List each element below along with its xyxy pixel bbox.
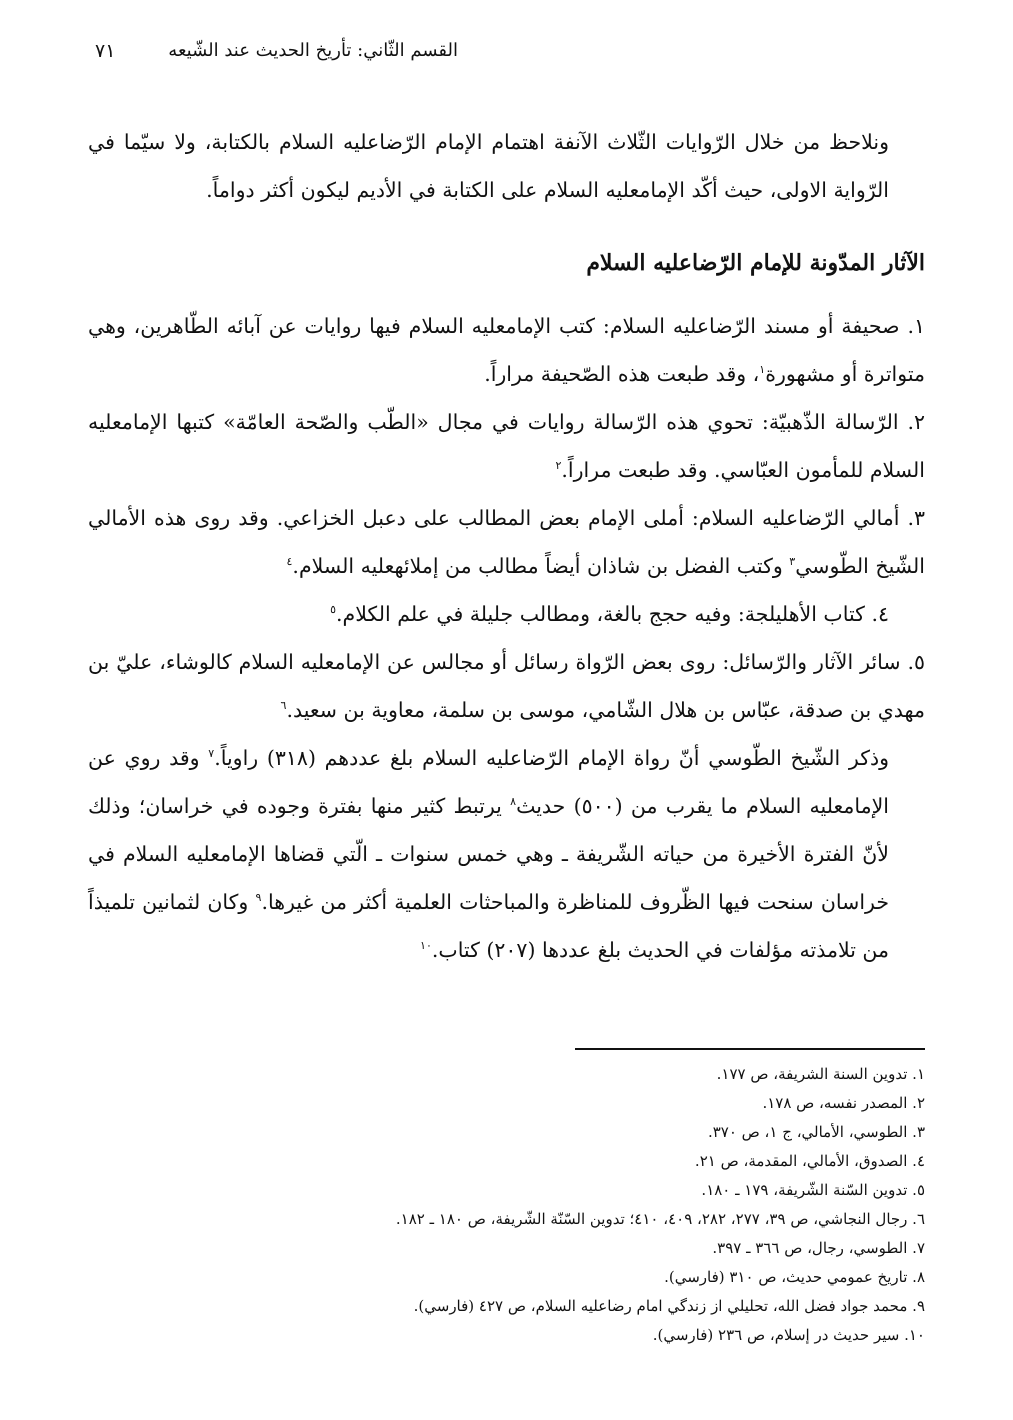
footnote-ref: ٥ — [330, 603, 336, 617]
closing-text: وقد روي عن الإمامعليه السلام ما يقرب من (٥٠٠) حديث — [88, 746, 889, 818]
closing-paragraph — [88, 734, 925, 974]
item-tail: وكتب الفضل بن شاذان أيضاً مطالب من إملائهعليه السلام. — [292, 554, 790, 578]
footnote: ٤. الصدوق، الأمالي، المقدمة، ص ٢١. — [694, 1152, 925, 1170]
running-header — [95, 40, 458, 70]
footnote: ٦. رجال النجاشي، ص ٣٩، ٢٧٧، ٢٨٢، ٤٠٩، ٤١٠؛ تدوين السّنّة الشّريفة، ص ١٨٠ ـ ١٨٢. — [395, 1210, 925, 1228]
item-text: صحيفة أو مسند الرّضاعليه السلام: كتب الإمامعليه السلام فيها روايات عن آبائه الطّاهرين، وهي متواترة أو مشهورة — [88, 314, 925, 386]
footnote-divider — [575, 1048, 925, 1050]
footnote: ٥. تدوين السّنة الشّريفة، ١٧٩ ـ ١٨٠. — [701, 1181, 925, 1199]
footnote: ١٠. سير حديث در إسلام، ص ٢٣٦ (فارسي). — [652, 1326, 925, 1344]
header-title: القسم الثّاني: تأريخ الحديث عند الشّيعه — [168, 40, 458, 61]
list-item — [88, 398, 925, 494]
closing-text: وذكر الشّيخ الطّوسي أنّ رواة الإمام الرّضاعليه السلام بلغ عددهم (٣١٨) راوياً. — [214, 746, 889, 770]
closing-text: وكان لثمانين تلميذاً من تلامذته مؤلفات في الحديث بلغ عددها (٢٠٧) كتاب. — [88, 890, 889, 962]
item-text: الرّسالة الذّهبيّة: تحوي هذه الرّسالة روايات في مجال «الطّب والصّحة العامّة» كتبها الإمامعليه السلام للمأمون العبّاسي. وقد طبعت مراراً. — [88, 410, 925, 482]
item-number: ٤. — [871, 602, 889, 626]
intro-section — [88, 118, 925, 214]
section-heading: الآثار المدّونة للإمام الرّضاعليه السلام — [586, 250, 925, 276]
item-text: سائر الآثار والرّسائل: روى بعض الرّواة رسائل أو مجالس عن الإمامعليه السلام كالوشاء، عليّ بن مهدي بن صدقة، عبّاس بن هلال الشّامي، موسى بن سلمة، معاوية بن سعيد. — [88, 650, 925, 722]
footnote-ref: ١ — [759, 363, 766, 377]
list-item — [88, 302, 925, 398]
list-item — [88, 590, 925, 638]
item-tail: ، وقد طبعت هذه الصّحيفة مراراً. — [484, 362, 760, 386]
footnote-ref: ٧ — [208, 747, 215, 761]
footnote-ref: ٨ — [510, 795, 517, 809]
item-text: كتاب الأهليلجة: وفيه حجج بالغة، ومطالب جليلة في علم الكلام. — [335, 602, 865, 626]
list-item — [88, 638, 925, 734]
footnotes-list — [150, 1060, 925, 1350]
footnote: ٢. المصدر نفسه، ص ١٧٨. — [762, 1094, 925, 1112]
footnote-ref: ٢ — [555, 459, 562, 473]
footnote: ١. تدوين السنة الشريفة، ص ١٧٧. — [716, 1065, 925, 1083]
item-number: ١. — [907, 314, 925, 338]
works-list — [88, 302, 925, 974]
page-number: ٧١ — [95, 40, 116, 62]
footnote-ref: ٩ — [255, 891, 262, 905]
intro-paragraph: ونلاحظ من خلال الرّوايات الثّلاث الآنفة اهتمام الإمام الرّضاعليه السلام بالكتابة، ولا سيّما في الرّواية الاولى، حيث أكّد الإمامعليه السلام على الكتابة في الأديم ليكون أكثر دواماً. — [88, 130, 889, 202]
list-item — [88, 494, 925, 590]
footnote: ٩. محمد جواد فضل الله، تحليلي از زندگي امام رضاعليه السلام، ص ٤٢٧ (فارسي). — [413, 1297, 925, 1315]
footnote: ٣. الطوسي، الأمالي، ج ١، ص ٣٧٠. — [707, 1123, 925, 1141]
footnote-ref: ٦ — [280, 699, 287, 713]
footnote-ref: ٣ — [789, 555, 796, 569]
footnote: ٧. الطوسي، رجال، ص ٣٦٦ ـ ٣٩٧. — [712, 1239, 925, 1257]
footnote-ref: ٤ — [286, 555, 293, 569]
item-text: أمالي الرّضاعليه السلام: أملى الإمام بعض المطالب على دعبل الخزاعي. وقد روى هذه الأمالي الشّيخ الطّوسي — [88, 506, 925, 578]
item-number: ٥. — [907, 650, 925, 674]
footnote: ٨. تاريخ عمومي حديث، ص ٣١٠ (فارسي). — [664, 1268, 925, 1286]
item-number: ٢. — [907, 410, 925, 434]
closing-text: يرتبط كثير منها بفترة وجوده في خراسان؛ وذلك لأنّ الفترة الأخيرة من حياته الشّريفة ـ وهي خمس سنوات ـ الّتي قضاها الإمامعليه السلام في خراسان سنحت فيها الظّروف للمناظرة والمباحثات العلمية أكثر من غيرها. — [88, 794, 889, 914]
item-number: ٣. — [907, 506, 925, 530]
footnote-ref: ١٠ — [420, 939, 432, 953]
